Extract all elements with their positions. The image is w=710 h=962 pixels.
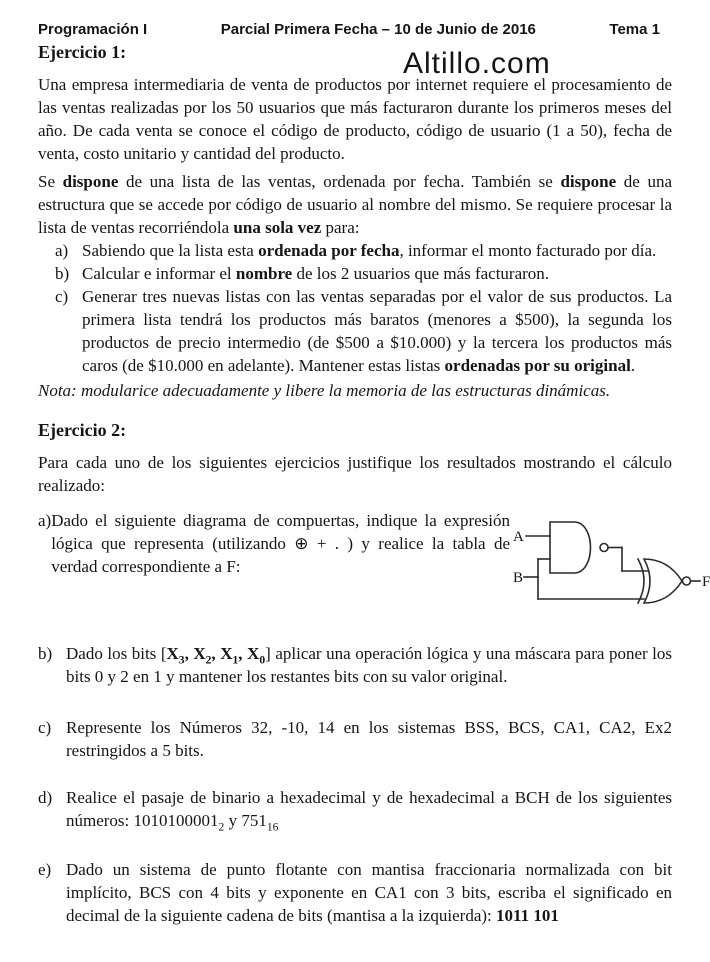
exercise2-item-c — [38, 716, 672, 762]
exercise2-item-a — [38, 509, 710, 616]
item-marker: e) — [38, 860, 52, 879]
item-a-text-block — [38, 509, 510, 578]
list-item-a — [38, 239, 672, 262]
logic-circuit-svg — [510, 511, 710, 616]
input-b-label: B — [513, 570, 524, 586]
exam-topic: Tema 1 — [609, 21, 660, 38]
exercise1-note: Nota: modularice adecuadamente y libere la memoria de las estructuras dinámicas. — [38, 381, 611, 400]
input-a-label: A — [513, 529, 524, 545]
item-text: Dado el siguiente diagrama de compuertas, indique la expresión lógica que representa (utilizando ⊕ + . ) y realice la tabla de verdad correspondiente a F: — [51, 511, 510, 576]
exercise2-item-d — [38, 786, 672, 832]
item-text: Calcular e informar el nombre de los 2 usuarios que más facturaron. — [82, 264, 550, 283]
item-marker: c) — [55, 287, 69, 306]
page-header — [38, 18, 672, 41]
list-item-c — [38, 285, 672, 377]
nand-bubble — [600, 544, 608, 552]
exam-title: Parcial Primera Fecha – 10 de Junio de 2016 — [220, 21, 536, 38]
exercise1-paragraph2: Se dispone de una lista de las ventas, ordenada por fecha. También se dispone de una estructura que se accede por código de usuario al nombre del mismo. Se requiere procesar la lista de ventas recorriéndola una sola vez para: — [38, 172, 673, 237]
exercise2-item-e — [38, 858, 672, 927]
item-text: Generar tres nuevas listas con las ventas separadas por el valor de sus productos. La primera lista tendrá los productos más baratos (menores a $500), la segunda los productos de precio intermedio (de $500 a $10.000) y la tercera los productos más caros (de $10.000 en adelante). Mantener estas listas ordenadas por su original. — [82, 287, 672, 375]
xnor-bubble — [683, 577, 691, 585]
list-item-b — [38, 262, 672, 285]
xnor-gate — [644, 559, 682, 603]
item-marker: b) — [55, 264, 70, 283]
output-f-label: F — [702, 574, 710, 590]
xnor-leading-arc — [638, 559, 644, 603]
exercise1-paragraph1: Una empresa intermediaria de venta de productos por internet requiere el procesamiento de las ventas realizadas por los 50 usuarios que más facturaron durante los primeros meses del año. De cada venta se conoce el código de producto, código de usuario (1 a 50), fecha de venta, costo unitario y cantidad del producto. — [38, 75, 672, 163]
item-text: Dado los bits [$X_3$, $X_2$, $X_1$, $X_0$] aplicar una operación lógica y una máscara para poner los bits 0 y 2 en 1 y mantener los restantes bits con su valor original. — [66, 644, 673, 686]
item-marker: d) — [38, 788, 53, 807]
item-text: Realice el pasaje de binario a hexadecimal y de hexadecimal a BCH de los siguientes números: $1010100001_2$ y $751_{16}$ — [66, 788, 672, 834]
exercise2-item-b — [38, 642, 672, 688]
nand-gate — [550, 522, 591, 573]
item-marker: c) — [38, 718, 52, 737]
site-watermark: Altillo.com — [403, 47, 551, 80]
item-marker: a) — [38, 511, 52, 530]
course-name: Programación I — [38, 21, 148, 38]
item-marker: a) — [55, 241, 69, 260]
item-text: Represente los Números 32, -10, 14 en los sistemas BSS, BCS, CA1, CA2, Ex2 restringidos a 5 bits. — [66, 718, 672, 760]
logic-gate-diagram — [510, 509, 710, 616]
exercise1-heading: Ejercicio 1: — [38, 42, 127, 62]
exercise2-intro: Para cada uno de los siguientes ejercicios justifique los resultados mostrando el cálculo realizado: — [38, 453, 672, 495]
item-marker: b) — [38, 644, 53, 663]
item-text: Dado un sistema de punto flotante con mantisa fraccionaria normalizada con bit implícito, BCS con 4 bits y exponente en CA1 con 3 bits, escriba el significado en decimal de la siguiente cadena de bits (mantisa a la izquierda): 1011 101 — [66, 860, 672, 925]
item-text: Sabiendo que la lista esta ordenada por fecha, informar el monto facturado por día. — [82, 241, 657, 260]
exercise2-heading: Ejercicio 2: — [38, 420, 127, 440]
